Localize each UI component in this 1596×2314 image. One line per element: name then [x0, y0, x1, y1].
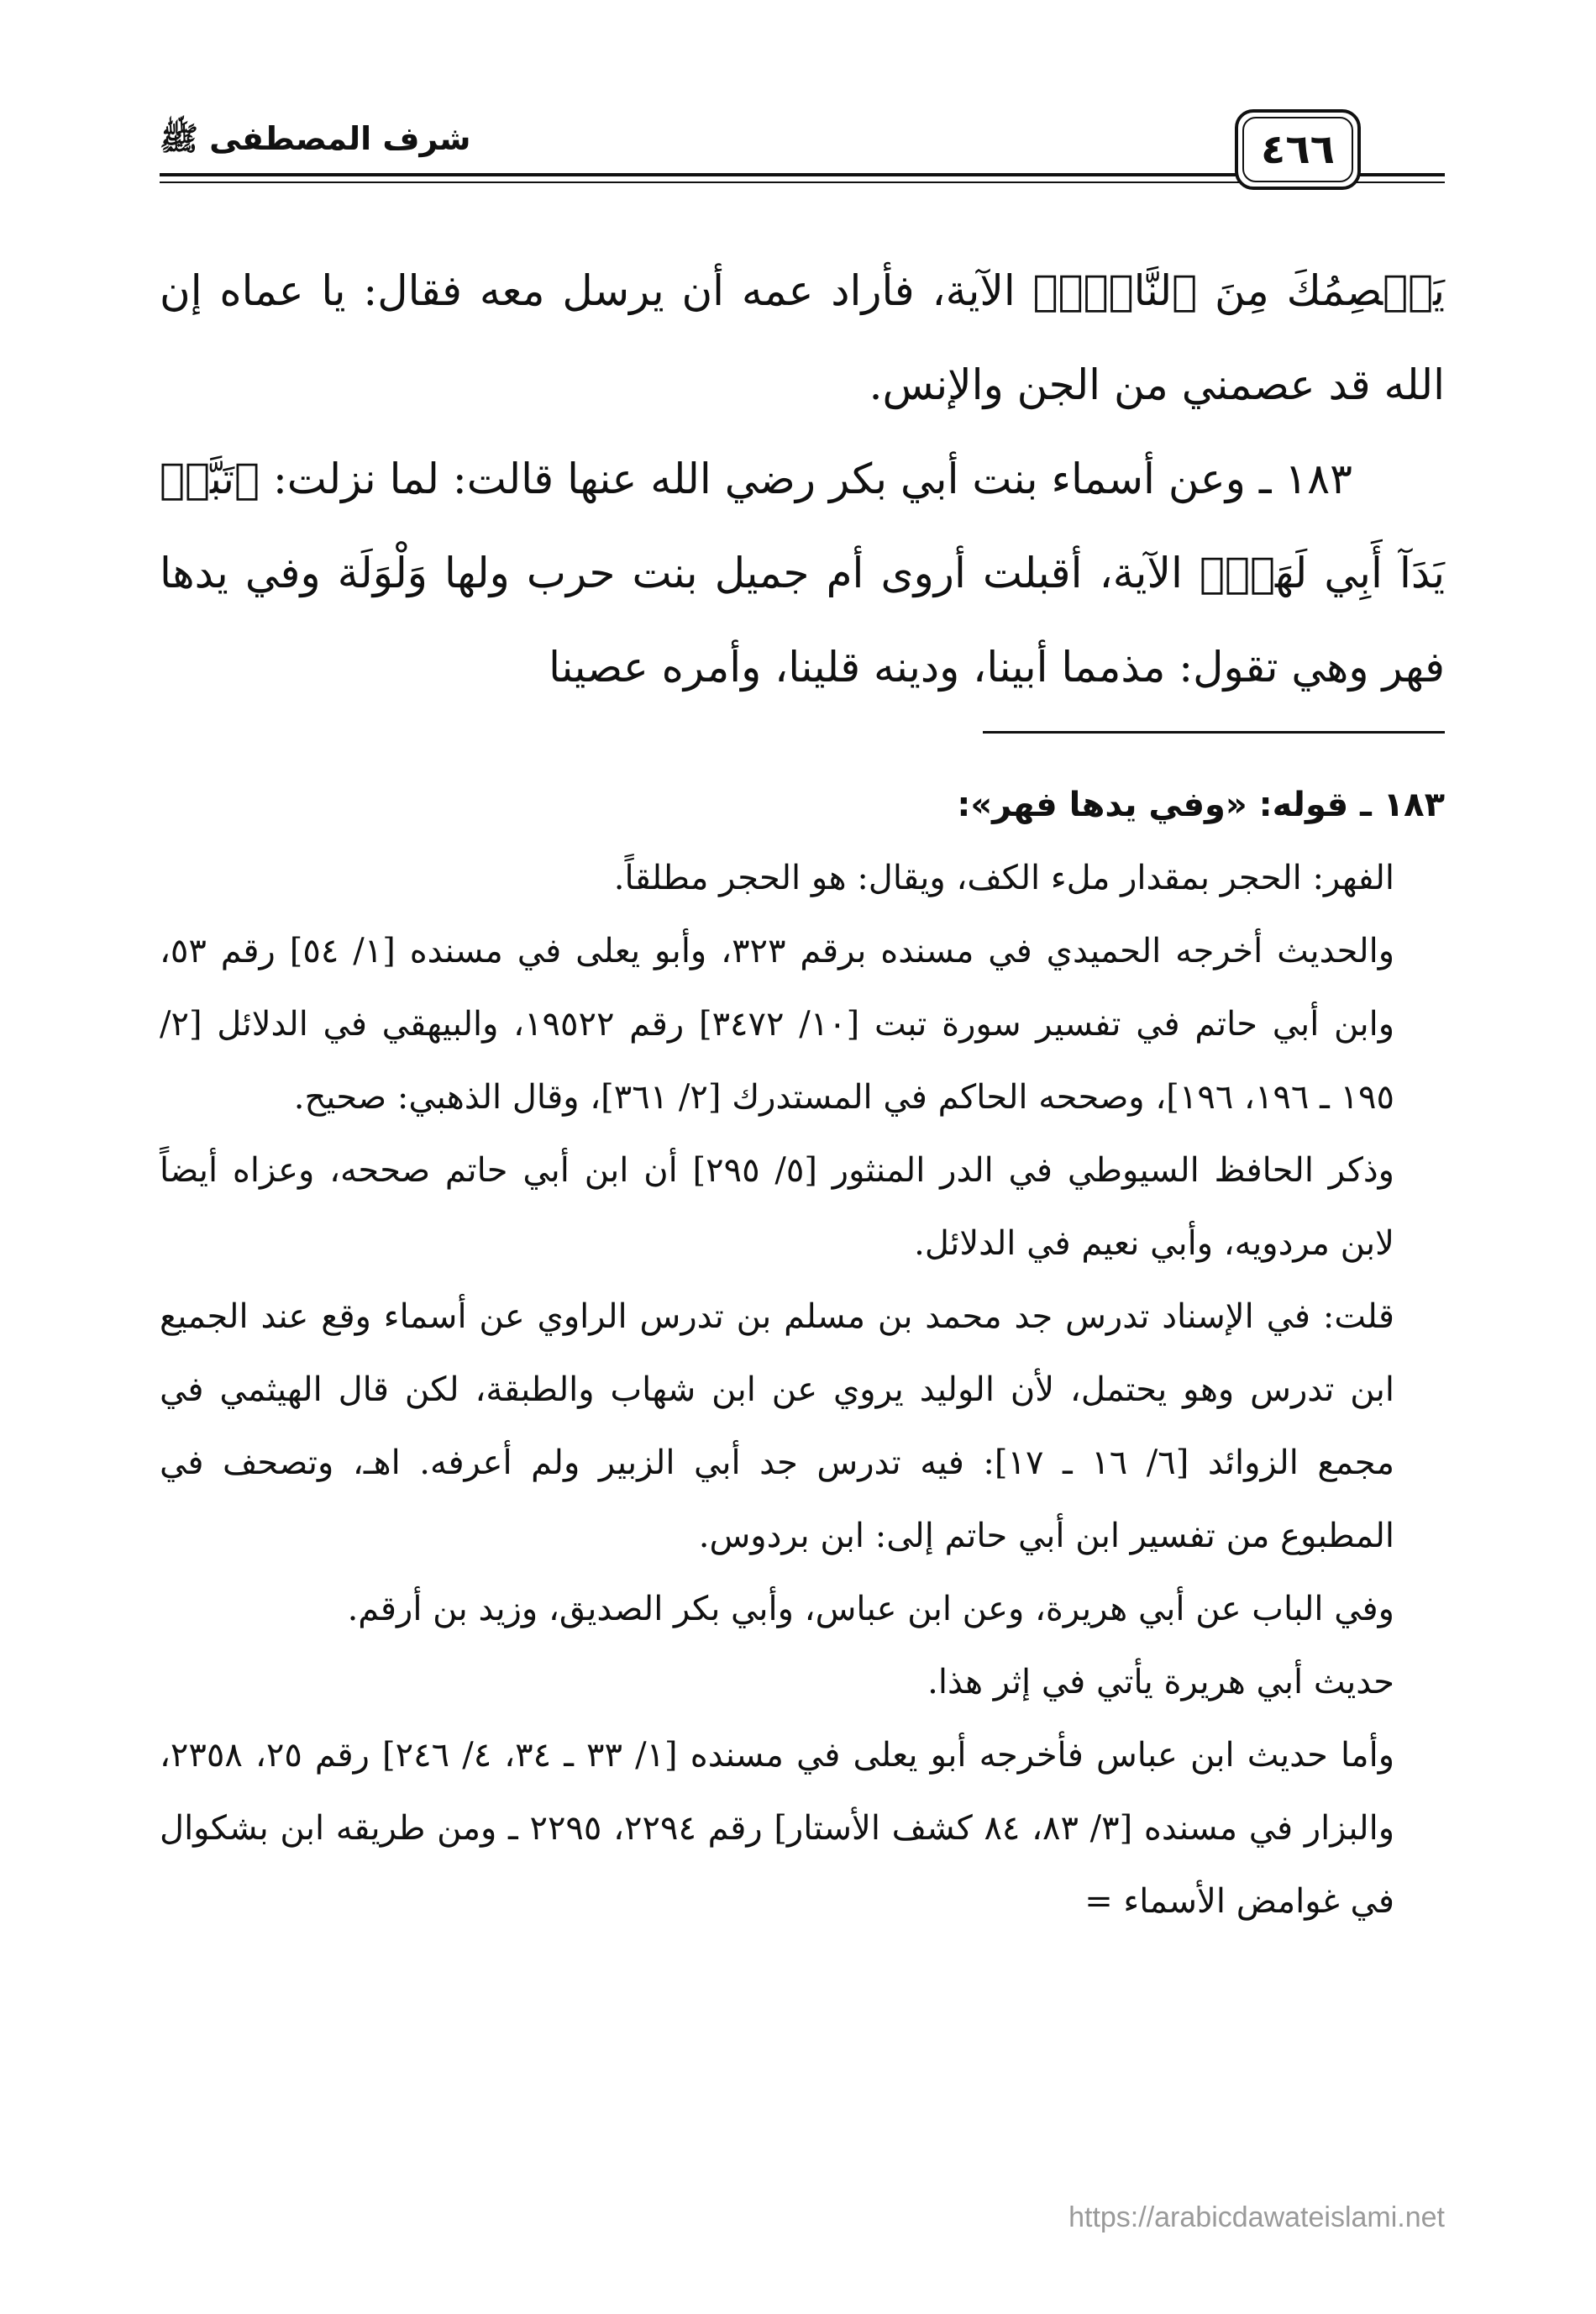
main-text — [160, 244, 1445, 714]
page-number-frame — [1235, 109, 1361, 190]
main-paragraph: ١٨٣ ـ وعن أسماء بنت أبي بكر رضي الله عنها قالت: لما نزلت: ﴿تَبَّتۡ يَدَآ أَبِي لَهَبٖ﴾ الآية، أقبلت أروى أم جميل بنت حرب ولها وَلْوَلَة وفي يدها فهر وهي تقول: مذمما أبينا، ودينه قلينا، وأمره عصينا — [160, 455, 1445, 692]
footnote-paragraph: حديث أبي هريرة يأتي في إثر هذا. — [927, 1663, 1394, 1701]
footnotes — [160, 769, 1445, 1938]
footnote-paragraph: وأما حديث ابن عباس فأخرجه أبو يعلى في مسنده [١/ ٣٣ ـ ٣٤، ٤/ ٢٤٦] رقم ٢٥، ٢٣٥٨، والبزار في مسنده [٣/ ٨٣، ٨٤ كشف الأستار] رقم ٢٢٩٤، ٢٢٩٥ ـ ومن طريقه ابن بشكوال في غوامض الأسماء = — [160, 1736, 1395, 1921]
footnote-paragraph: الفهر: الحجر بمقدار ملء الكف، ويقال: هو الحجر مطلقاً. — [613, 859, 1394, 897]
footnote-paragraph: قلت: في الإسناد تدرس جد محمد بن مسلم بن تدرس الراوي عن أسماء وقع عند الجميع ابن تدرس وهو يحتمل، لأن الوليد يروي عن ابن شهاب والطبقة، لكن قال الهيثمي في مجمع الزوائد [٦/ ١٦ ـ ١٧]: فيه تدرس جد أبي الزبير ولم أعرفه. اهـ، وتصحف في المطبوع من تفسير ابن أبي حاتم إلى: ابن بردوس. — [160, 1297, 1395, 1555]
page-number: ٤٦٦ — [1261, 126, 1335, 173]
footnote-heading: ١٨٣ ـ قوله: «وفي يدها فهر»: — [957, 786, 1445, 824]
watermark-url: https://arabicdawateislami.net — [1068, 2201, 1445, 2233]
footnote-paragraph: وذكر الحافظ السيوطي في الدر المنثور [٥/ ٢٩٥] أن ابن أبي حاتم صححه، وعزاه أيضاً لابن مردويه، وأبي نعيم في الدلائل. — [160, 1151, 1394, 1263]
footnote-separator — [983, 731, 1445, 734]
page-header — [160, 101, 1445, 193]
footnote-paragraph: وفي الباب عن أبي هريرة، وعن ابن عباس، وأبي بكر الصديق، وزيد بن أرقم. — [347, 1590, 1394, 1628]
main-paragraph: يَعۡصِمُكَ مِنَ ٱلنَّاسِۗ﴾ الآية، فأراد عمه أن يرسل معه فقال: يا عماه إن الله قد عصمني من الجن والإنس. — [160, 266, 1445, 409]
running-title: شرف المصطفى ﷺ — [160, 120, 471, 157]
footnote-body — [160, 842, 1445, 1938]
footnote-paragraph: والحديث أخرجه الحميدي في مسنده برقم ٣٢٣، وأبو يعلى في مسنده [١/ ٥٤] رقم ٥٣، وابن أبي حاتم في تفسير سورة تبت [١٠/ ٣٤٧٢] رقم ١٩٥٢٢، والبيهقي في الدلائل [٢/ ١٩٥ ـ ١٩٦، ١٩٦]، وصححه الحاكم في المستدرك [٢/ ٣٦١]، وقال الذهبي: صحيح. — [160, 932, 1395, 1117]
